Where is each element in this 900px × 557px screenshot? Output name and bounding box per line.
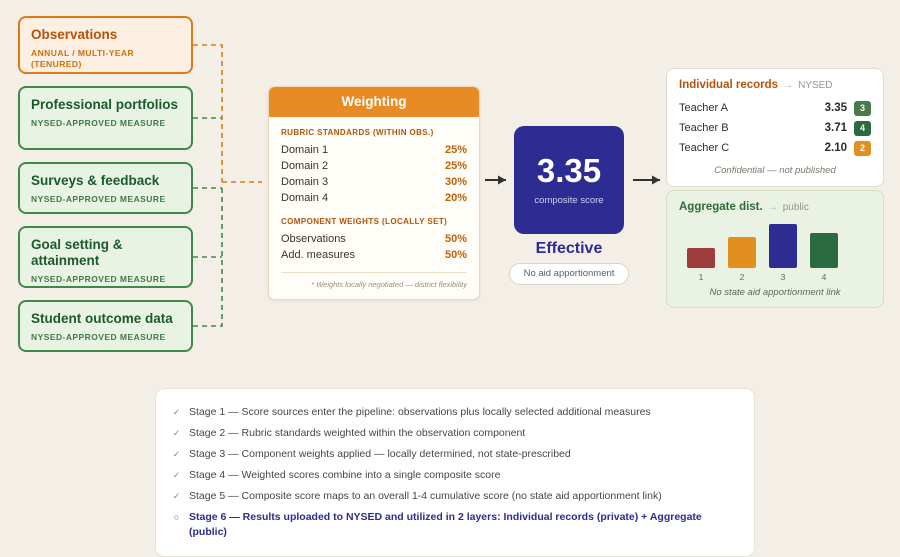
individual-records-panel xyxy=(666,68,884,187)
source-card-title: Surveys & feedback xyxy=(31,173,160,188)
weighting-row-label: Domain 2 xyxy=(281,160,329,172)
source-card-title: Professional portfolios xyxy=(31,97,179,112)
source-card-surveys-feedback[interactable] xyxy=(18,162,193,214)
bar-column xyxy=(687,248,715,282)
table-row xyxy=(679,98,871,118)
record-score: 3.35 xyxy=(824,102,847,114)
rating-label: Effective xyxy=(535,240,603,257)
check-icon: ✓ xyxy=(172,470,181,481)
no-aid-apportionment-badge: No aid apportionment xyxy=(509,263,629,285)
legend-text: Stage 1 — Score sources enter the pipeline: observations plus locally selected additional measures xyxy=(189,405,651,418)
weighting-row-value: 20% xyxy=(444,192,467,204)
status-badge: 4 xyxy=(854,121,871,136)
record-name: Teacher C xyxy=(679,142,730,154)
source-card-title: Goal setting & attainment xyxy=(31,237,123,268)
bar xyxy=(769,224,797,268)
weighting-row-label: Domain 3 xyxy=(281,176,329,188)
aggregate-bar-chart xyxy=(679,220,871,282)
weighting-row xyxy=(281,231,467,247)
aggregate-title: Aggregate dist. xyxy=(679,201,763,213)
legend-text: Stage 3 — Component weights applied — locally determined, not state-prescribed xyxy=(189,447,571,460)
legend-text: Stage 2 — Rubric standards weighted within the observation component xyxy=(189,426,526,439)
record-score: 2.10 xyxy=(824,142,847,154)
composite-score-box xyxy=(514,126,624,234)
divider xyxy=(281,272,467,273)
arrow-right-icon: → xyxy=(767,202,778,213)
list-item xyxy=(172,443,738,464)
weighting-note: * Weights locally negotiated — district flexibility xyxy=(311,280,467,289)
record-score: 3.71 xyxy=(824,122,847,134)
aggregate-header xyxy=(679,201,871,213)
source-card-title: Observations xyxy=(31,27,118,42)
individual-records-header xyxy=(679,79,871,91)
weighting-row-label: Observations xyxy=(281,233,346,245)
bar xyxy=(728,237,756,268)
check-icon: ✓ xyxy=(172,427,181,438)
record-name: Teacher A xyxy=(679,102,728,114)
weighting-row xyxy=(281,190,467,206)
bar-column xyxy=(810,233,838,282)
circle-icon: ○ xyxy=(173,512,180,523)
weighting-group-label-components: COMPONENT WEIGHTS (LOCALLY SET) xyxy=(281,217,448,226)
source-card-subtitle: NYSED-APPROVED MEASURE xyxy=(31,193,166,204)
legend-text: Stage 6 — Results uploaded to NYSED and utilized in 2 layers: Individual records (private) + Aggregate (public) xyxy=(189,511,702,538)
list-item xyxy=(172,507,738,542)
weighting-row xyxy=(281,247,467,263)
legend-text: Stage 4 — Weighted scores combine into a single composite score xyxy=(189,469,501,482)
legend-text: Stage 5 — Composite score maps to an overall 1-4 cumulative score (no state aid apportionment link) xyxy=(189,490,662,503)
status-badge: 2 xyxy=(854,141,871,156)
weighting-row-value: 30% xyxy=(444,176,467,188)
bar-label: 1 xyxy=(698,272,704,282)
bar-column xyxy=(769,224,797,282)
composite-score-caption: composite score xyxy=(534,195,604,206)
weighting-body xyxy=(269,117,479,299)
table-row xyxy=(679,138,871,158)
weighting-row-value: 50% xyxy=(444,249,467,261)
stage-legend xyxy=(155,388,755,557)
source-card-title: Student outcome data xyxy=(31,311,173,326)
source-card-professional-portfolios[interactable] xyxy=(18,86,193,150)
status-badge: 3 xyxy=(854,101,871,116)
weighting-row-label: Domain 1 xyxy=(281,144,329,156)
bar xyxy=(687,248,715,268)
aggregate-tag: public xyxy=(782,202,809,213)
bar-label: 2 xyxy=(739,272,745,282)
weighting-row xyxy=(281,142,467,158)
bar-label: 3 xyxy=(780,272,786,282)
bar-column xyxy=(728,237,756,282)
individual-records-footer: Confidential — not published xyxy=(714,165,836,176)
individual-records-title: Individual records xyxy=(679,79,779,91)
weighting-row-value: 25% xyxy=(444,144,467,156)
record-name: Teacher B xyxy=(679,122,729,134)
source-card-student-outcome-data[interactable] xyxy=(18,300,193,352)
table-row xyxy=(679,118,871,138)
source-card-subtitle: ANNUAL / MULTI-YEAR (TENURED) xyxy=(31,47,135,69)
aggregate-distribution-panel xyxy=(666,190,884,308)
list-item xyxy=(172,422,738,443)
list-item xyxy=(172,465,738,486)
list-item xyxy=(172,401,738,422)
source-card-subtitle: NYSED-APPROVED MEASURE xyxy=(31,273,166,284)
weighting-row-value: 25% xyxy=(444,160,467,172)
check-icon: ✓ xyxy=(172,448,181,459)
source-card-subtitle: NYSED-APPROVED MEASURE xyxy=(31,117,166,128)
bar xyxy=(810,233,838,268)
weighting-group-label-rubric: RUBRIC STANDARDS (WITHIN OBS.) xyxy=(281,128,434,137)
weighting-row xyxy=(281,174,467,190)
composite-score-value: 3.35 xyxy=(536,152,602,189)
source-card-observations[interactable] xyxy=(18,16,193,74)
source-card-subtitle: NYSED-APPROVED MEASURE xyxy=(31,331,166,342)
aggregate-footer: No state aid apportionment link xyxy=(709,287,841,298)
weighting-row-label: Add. measures xyxy=(281,249,355,261)
weighting-header: Weighting xyxy=(269,87,479,117)
bar-label: 4 xyxy=(821,272,827,282)
weighting-row-label: Domain 4 xyxy=(281,192,329,204)
weighting-row xyxy=(281,158,467,174)
weighting-row-value: 50% xyxy=(444,233,467,245)
check-icon: ✓ xyxy=(172,491,181,502)
individual-records-tag: NYSED xyxy=(798,80,833,91)
source-card-goal-setting[interactable] xyxy=(18,226,193,288)
weighting-panel xyxy=(268,86,480,300)
list-item xyxy=(172,486,738,507)
check-icon: ✓ xyxy=(172,406,181,417)
arrow-right-icon: → xyxy=(783,80,794,91)
